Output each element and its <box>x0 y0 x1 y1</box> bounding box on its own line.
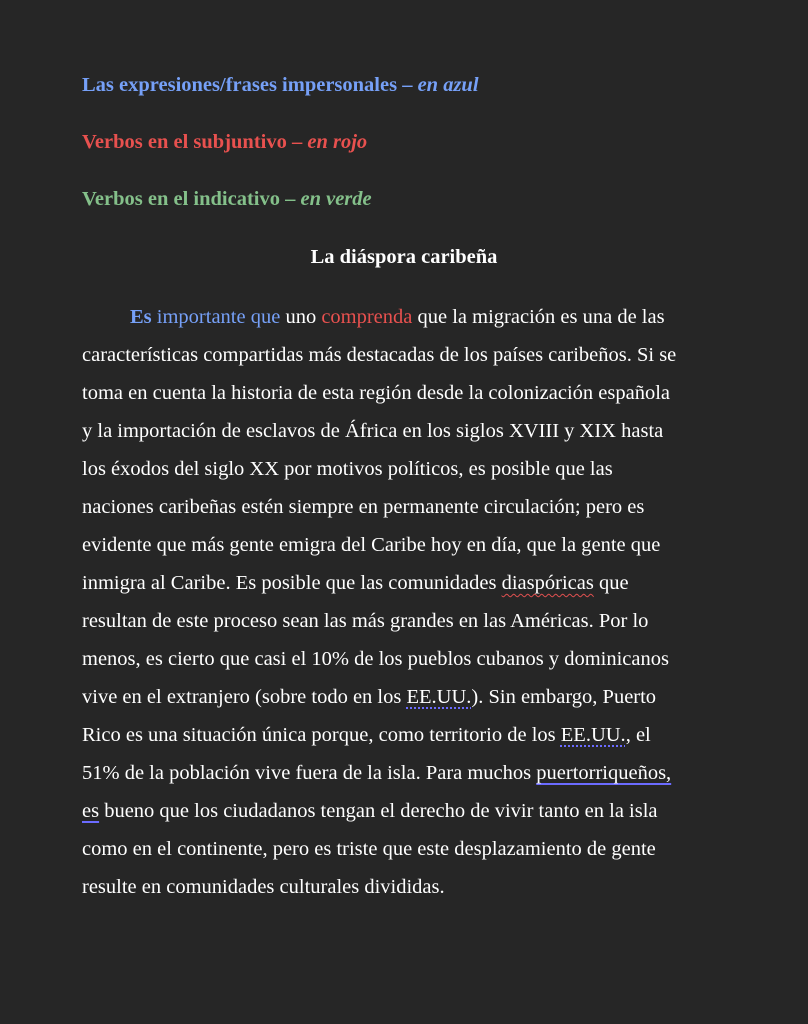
highlight-importante-que: importante que <box>156 306 281 328</box>
spellcheck-word-diasporicas[interactable]: diaspóricas <box>501 572 594 594</box>
paragraph-line <box>82 716 732 754</box>
text-segment: vive en el extranjero (sobre todo en los <box>82 686 407 708</box>
paragraph-line <box>82 564 732 602</box>
legend-indicative-note: en verde <box>300 188 372 210</box>
text-segment: , el <box>625 724 651 746</box>
paragraph-line: características compartidas más destacadas de los países caribeños. Si se <box>82 344 677 366</box>
paragraph-line: evidente que más gente emigra del Caribe hoy en día, que la gente que <box>82 534 661 556</box>
legend-indicative-verbs <box>82 188 372 211</box>
text-segment: ). Sin embargo, Puerto <box>471 686 657 708</box>
paragraph-line: resulte en comunidades culturales divididas. <box>82 876 445 898</box>
paragraph-line: naciones caribeñas estén siempre en permanente circulación; pero es <box>82 496 645 518</box>
paragraph-line: los éxodos del siglo XX por motivos políticos, es posible que las <box>82 458 613 480</box>
legend-impersonal-expressions <box>82 74 479 97</box>
paragraph-line: y la importación de esclavos de África en los siglos XVIII y XIX hasta <box>82 420 664 442</box>
text-segment: Rico es una situación única porque, como territorio de los <box>82 724 561 746</box>
essay-paragraph <box>82 298 732 906</box>
paragraph-line <box>82 678 732 716</box>
legend-subjunctive-verbs <box>82 131 367 154</box>
grammar-flag-puertorriquenos[interactable]: puertorriqueños, <box>536 762 672 784</box>
grammar-flag-eeuu[interactable]: EE.UU. <box>406 686 472 708</box>
paragraph-line: menos, es cierto que casi el 10% de los pueblos cubanos y dominicanos <box>82 648 669 670</box>
paragraph-line: resultan de este proceso sean las más grandes en las Américas. Por lo <box>82 610 649 632</box>
legend-impersonal-label: Las expresiones/frases impersonales – <box>82 74 418 96</box>
highlight-es-impersonal: Es <box>130 306 152 328</box>
text-segment: que la migración es una de las <box>412 306 665 328</box>
legend-indicative-label: Verbos en el indicativo – <box>82 188 301 210</box>
text-segment: bueno que los ciudadanos tengan el derecho de vivir tanto en la isla <box>99 800 658 822</box>
text-segment: 51% de la población vive fuera de la isla. Para muchos <box>82 762 537 784</box>
paragraph-line <box>82 792 732 830</box>
paragraph-line <box>82 754 732 792</box>
grammar-flag-es[interactable]: es <box>82 800 100 822</box>
text-segment: inmigra al Caribe. Es posible que las comunidades <box>82 572 502 594</box>
legend-impersonal-note: en azul <box>417 74 479 96</box>
text-segment: uno <box>280 306 322 328</box>
highlight-comprenda-subjunctive: comprenda <box>321 306 413 328</box>
text-segment: que <box>593 572 629 594</box>
paragraph-line: como en el continente, pero es triste que este desplazamiento de gente <box>82 838 656 860</box>
grammar-flag-eeuu[interactable]: EE.UU. <box>560 724 626 746</box>
essay-title: La diáspora caribeña <box>310 246 498 268</box>
paragraph-line: toma en cuenta la historia de esta región desde la colonización española <box>82 382 671 404</box>
legend-subjunctive-label: Verbos en el subjuntivo – <box>82 131 308 153</box>
paragraph-line <box>82 298 732 336</box>
legend-subjunctive-note: en rojo <box>307 131 368 153</box>
